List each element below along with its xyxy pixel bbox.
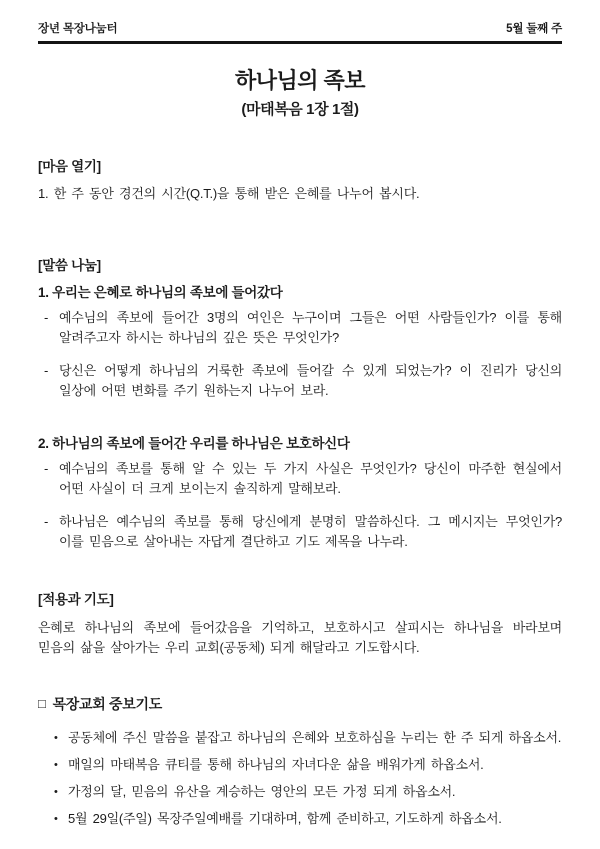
list-item-text: 매일의 마태복음 큐티를 통해 하나님의 자녀다운 삶을 배워가게 하옵소서. bbox=[68, 757, 484, 772]
list-item bbox=[54, 809, 562, 829]
question-text: 당신은 어떻게 하나님의 거룩한 족보에 들어갈 수 있게 되었는가? 이 진리가 당신의 일상에 어떤 변화를 주기 원하는지 나누어 보라. bbox=[59, 363, 562, 398]
checkbox-square-icon: □ bbox=[38, 695, 46, 711]
question-item bbox=[44, 459, 562, 499]
header-right-label: 5월 둘째 주 bbox=[506, 23, 562, 35]
dash-marker: - bbox=[44, 514, 49, 529]
opening-section-heading: [마음 열기] bbox=[38, 159, 101, 174]
opening-item: 1. 한 주 동안 경건의 시간(Q.T.)을 통해 받은 은혜를 나누어 봅시다. bbox=[38, 186, 420, 201]
question-text: 예수님의 족보를 통해 알 수 있는 두 가지 사실은 무엇인가? 당신이 마주한 현실에서 어떤 사실이 더 크게 보이는지 솔직하게 말해보라. bbox=[59, 461, 562, 496]
question-text: 하나님은 예수님의 족보를 통해 당신에게 분명히 말씀하신다. 그 메시지는 무엇인가? 이를 믿음으로 살아내는 자답게 결단하고 기도 제목을 나누라. bbox=[59, 514, 562, 549]
intercession-list bbox=[54, 728, 562, 829]
intercession-heading-label: 목장교회 중보기도 bbox=[52, 696, 162, 712]
header-divider bbox=[38, 41, 562, 44]
sharing-section-heading: [말씀 나눔] bbox=[38, 258, 101, 273]
question-item bbox=[44, 361, 562, 401]
dash-marker: - bbox=[44, 461, 49, 476]
question-text: 예수님의 족보에 들어간 3명의 여인은 누구이며 그들은 어떤 사람들인가? 이를 통해 알려주고자 하시는 하나님의 깊은 뜻은 무엇인가? bbox=[59, 310, 562, 345]
bullet-dot-icon: • bbox=[54, 786, 58, 798]
bullet-dot-icon: • bbox=[54, 813, 58, 825]
question-item bbox=[44, 512, 562, 552]
dash-marker: - bbox=[44, 310, 49, 325]
bullet-dot-icon: • bbox=[54, 759, 58, 771]
list-item-text: 가정의 달, 믿음의 유산을 계승하는 영안의 모든 가정 되게 하옵소서. bbox=[68, 784, 456, 799]
intercession-heading bbox=[38, 694, 562, 714]
page-header bbox=[38, 20, 562, 36]
list-item bbox=[54, 728, 562, 748]
question-item bbox=[44, 308, 562, 348]
list-item bbox=[54, 782, 562, 802]
sharing-point-title: 2. 하나님의 족보에 들어간 우리를 하나님은 보호하신다 bbox=[38, 436, 350, 451]
list-item-text: 공동체에 주신 말씀을 붙잡고 하나님의 은혜와 보호하심을 누리는 한 주 되게 하옵소서. bbox=[68, 730, 562, 745]
dash-marker: - bbox=[44, 363, 49, 378]
list-item-text: 5월 29일(주일) 목장주일예배를 기대하며, 함께 준비하고, 기도하게 하옵소서. bbox=[68, 811, 502, 826]
sharing-point-title: 1. 우리는 은혜로 하나님의 족보에 들어갔다 bbox=[38, 285, 283, 300]
list-item bbox=[54, 755, 562, 775]
application-paragraph: 은혜로 하나님의 족보에 들어갔음을 기억하고, 보호하시고 살피시는 하나님을 바라보며 믿음의 삶을 살아가는 우리 교회(공동체) 되게 해달라고 기도합시다. bbox=[38, 620, 562, 655]
application-section-heading: [적용과 기도] bbox=[38, 592, 114, 607]
doc-title: 하나님의 족보 bbox=[234, 68, 366, 93]
doc-subtitle: (마태복음 1장 1절) bbox=[241, 101, 359, 118]
bullet-dot-icon: • bbox=[54, 732, 58, 744]
header-left-label: 장년 목장나눔터 bbox=[38, 23, 118, 35]
